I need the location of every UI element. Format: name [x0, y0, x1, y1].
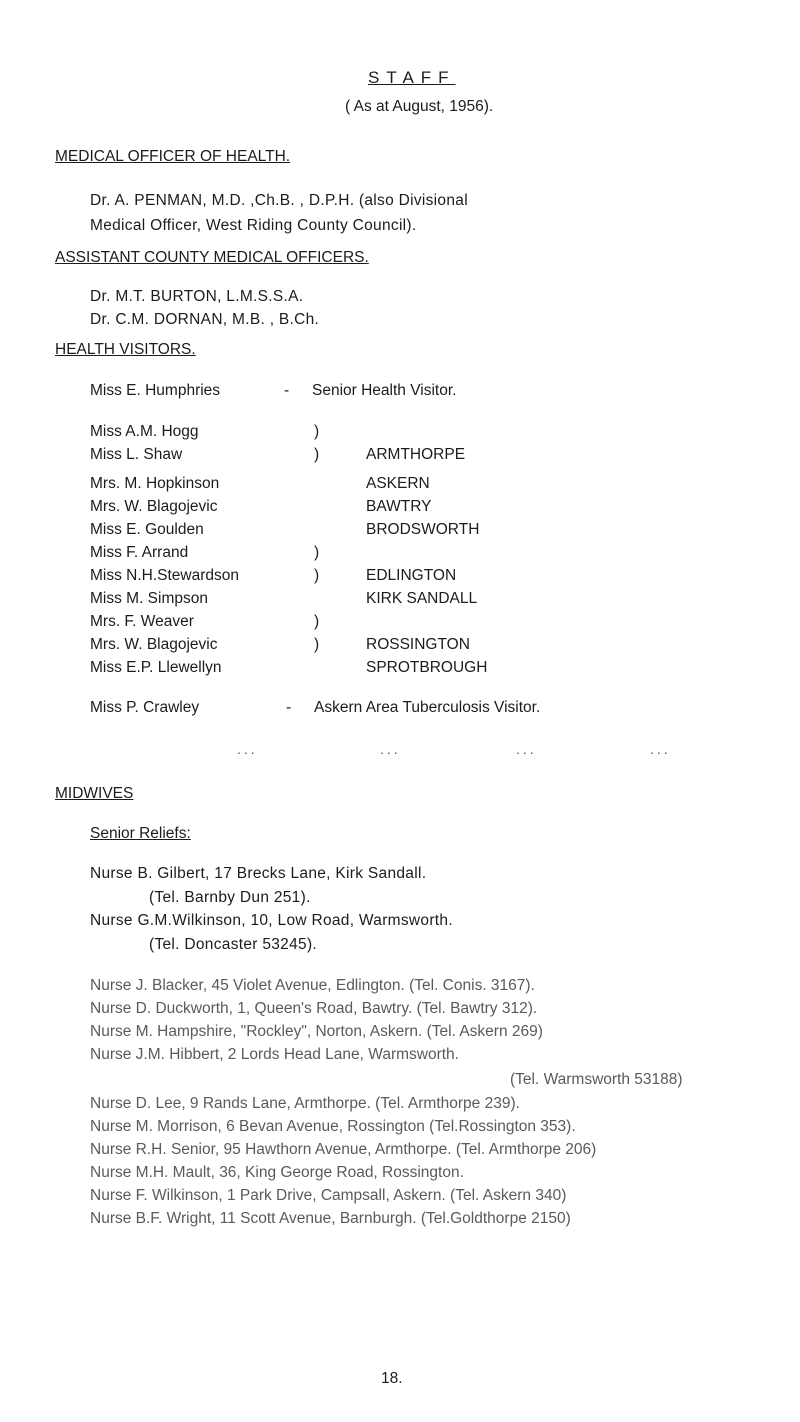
- nurse-line: Nurse F. Wilkinson, 1 Park Drive, Campsall, Askern. (Tel. Askern 340): [90, 1187, 567, 1204]
- nurse-line: Nurse M. Hampshire, "Rockley", Norton, Askern. (Tel. Askern 269): [90, 1023, 543, 1040]
- separator-dots: ...: [380, 741, 401, 757]
- hv-visitor: Miss E. Goulden: [90, 521, 204, 538]
- senior-reliefs-heading: Senior Reliefs:: [90, 825, 191, 842]
- hv-area: BAWTRY: [366, 498, 432, 515]
- tb-visitor-name: Miss P. Crawley: [90, 699, 200, 716]
- nurse-line: Nurse J. Blacker, 45 Violet Avenue, Edlington. (Tel. Conis. 3167).: [90, 977, 535, 994]
- hv-heading: HEALTH VISITORS.: [55, 341, 196, 358]
- hv-senior-name: Miss E. Humphries: [90, 382, 221, 399]
- senior-relief-line: Nurse B. Gilbert, 17 Brecks Lane, Kirk Sandall.: [90, 865, 427, 882]
- hv-visitor: Miss L. Shaw: [90, 446, 183, 463]
- hv-bracket: ): [314, 423, 320, 440]
- hv-area: ASKERN: [366, 475, 430, 492]
- separator-dots: ...: [237, 741, 258, 757]
- hv-visitor: Miss E.P. Llewellyn: [90, 659, 222, 676]
- hv-bracket: ): [314, 544, 320, 561]
- hv-bracket: ): [314, 567, 320, 584]
- midwives-heading: MIDWIVES: [55, 785, 134, 802]
- nurse-line: Nurse J.M. Hibbert, 2 Lords Head Lane, Warmsworth.: [90, 1046, 459, 1063]
- hv-senior-role: Senior Health Visitor.: [312, 382, 457, 399]
- separator-dots: ...: [650, 741, 671, 757]
- senior-relief-line: (Tel. Barnby Dun 251).: [149, 889, 311, 906]
- hv-visitor: Mrs. W. Blagojevic: [90, 498, 218, 515]
- hv-bracket: ): [314, 613, 320, 630]
- hv-area: ROSSINGTON: [366, 636, 470, 653]
- hv-bracket: ): [314, 446, 320, 463]
- nurse-line: (Tel. Warmsworth 53188): [510, 1071, 683, 1088]
- hv-area: KIRK SANDALL: [366, 590, 478, 607]
- hv-visitor: Mrs. W. Blagojevic: [90, 636, 218, 653]
- nurse-line: Nurse B.F. Wright, 11 Scott Avenue, Barnburgh. (Tel.Goldthorpe 2150): [90, 1210, 571, 1227]
- tb-visitor-dash: -: [286, 699, 292, 716]
- hv-visitor: Mrs. M. Hopkinson: [90, 475, 220, 492]
- hv-bracket: ): [314, 636, 320, 653]
- moh-line-1: Dr. A. PENMAN, M.D. ,Ch.B. , D.P.H. (also Divisional: [90, 192, 468, 209]
- acmo-heading: ASSISTANT COUNTY MEDICAL OFFICERS.: [55, 249, 369, 266]
- page-title: STAFF: [368, 68, 456, 87]
- hv-area: BRODSWORTH: [366, 521, 480, 538]
- nurse-line: Nurse R.H. Senior, 95 Hawthorn Avenue, Armthorpe. (Tel. Armthorpe 206): [90, 1141, 597, 1158]
- date-note: ( As at August, 1956).: [345, 98, 494, 115]
- hv-visitor: Mrs. F. Weaver: [90, 613, 194, 630]
- hv-area: SPROTBROUGH: [366, 659, 488, 676]
- hv-visitor: Miss M. Simpson: [90, 590, 208, 607]
- senior-relief-line: (Tel. Doncaster 53245).: [149, 936, 318, 953]
- acmo-officer: Dr. C.M. DORNAN, M.B. , B.Ch.: [90, 311, 320, 328]
- page-number: 18.: [381, 1370, 403, 1387]
- senior-relief-line: Nurse G.M.Wilkinson, 10, Low Road, Warmsworth.: [90, 912, 453, 929]
- acmo-officer: Dr. M.T. BURTON, L.M.S.S.A.: [90, 288, 304, 305]
- moh-heading: MEDICAL OFFICER OF HEALTH.: [55, 148, 291, 165]
- hv-visitor: Miss F. Arrand: [90, 544, 189, 561]
- separator-dots: ...: [516, 741, 537, 757]
- moh-line-2: Medical Officer, West Riding County Council).: [90, 217, 417, 234]
- nurse-line: Nurse D. Duckworth, 1, Queen's Road, Bawtry. (Tel. Bawtry 312).: [90, 1000, 538, 1017]
- hv-senior-dash: -: [284, 382, 290, 399]
- tb-visitor-role: Askern Area Tuberculosis Visitor.: [314, 699, 541, 716]
- hv-area: ARMTHORPE: [366, 446, 466, 463]
- hv-visitor: Miss N.H.Stewardson: [90, 567, 240, 584]
- nurse-line: Nurse M. Morrison, 6 Bevan Avenue, Rossington (Tel.Rossington 353).: [90, 1118, 576, 1135]
- nurse-line: Nurse D. Lee, 9 Rands Lane, Armthorpe. (Tel. Armthorpe 239).: [90, 1095, 520, 1112]
- nurse-line: Nurse M.H. Mault, 36, King George Road, Rossington.: [90, 1164, 464, 1181]
- hv-area: EDLINGTON: [366, 567, 457, 584]
- hv-visitor: Miss A.M. Hogg: [90, 423, 199, 440]
